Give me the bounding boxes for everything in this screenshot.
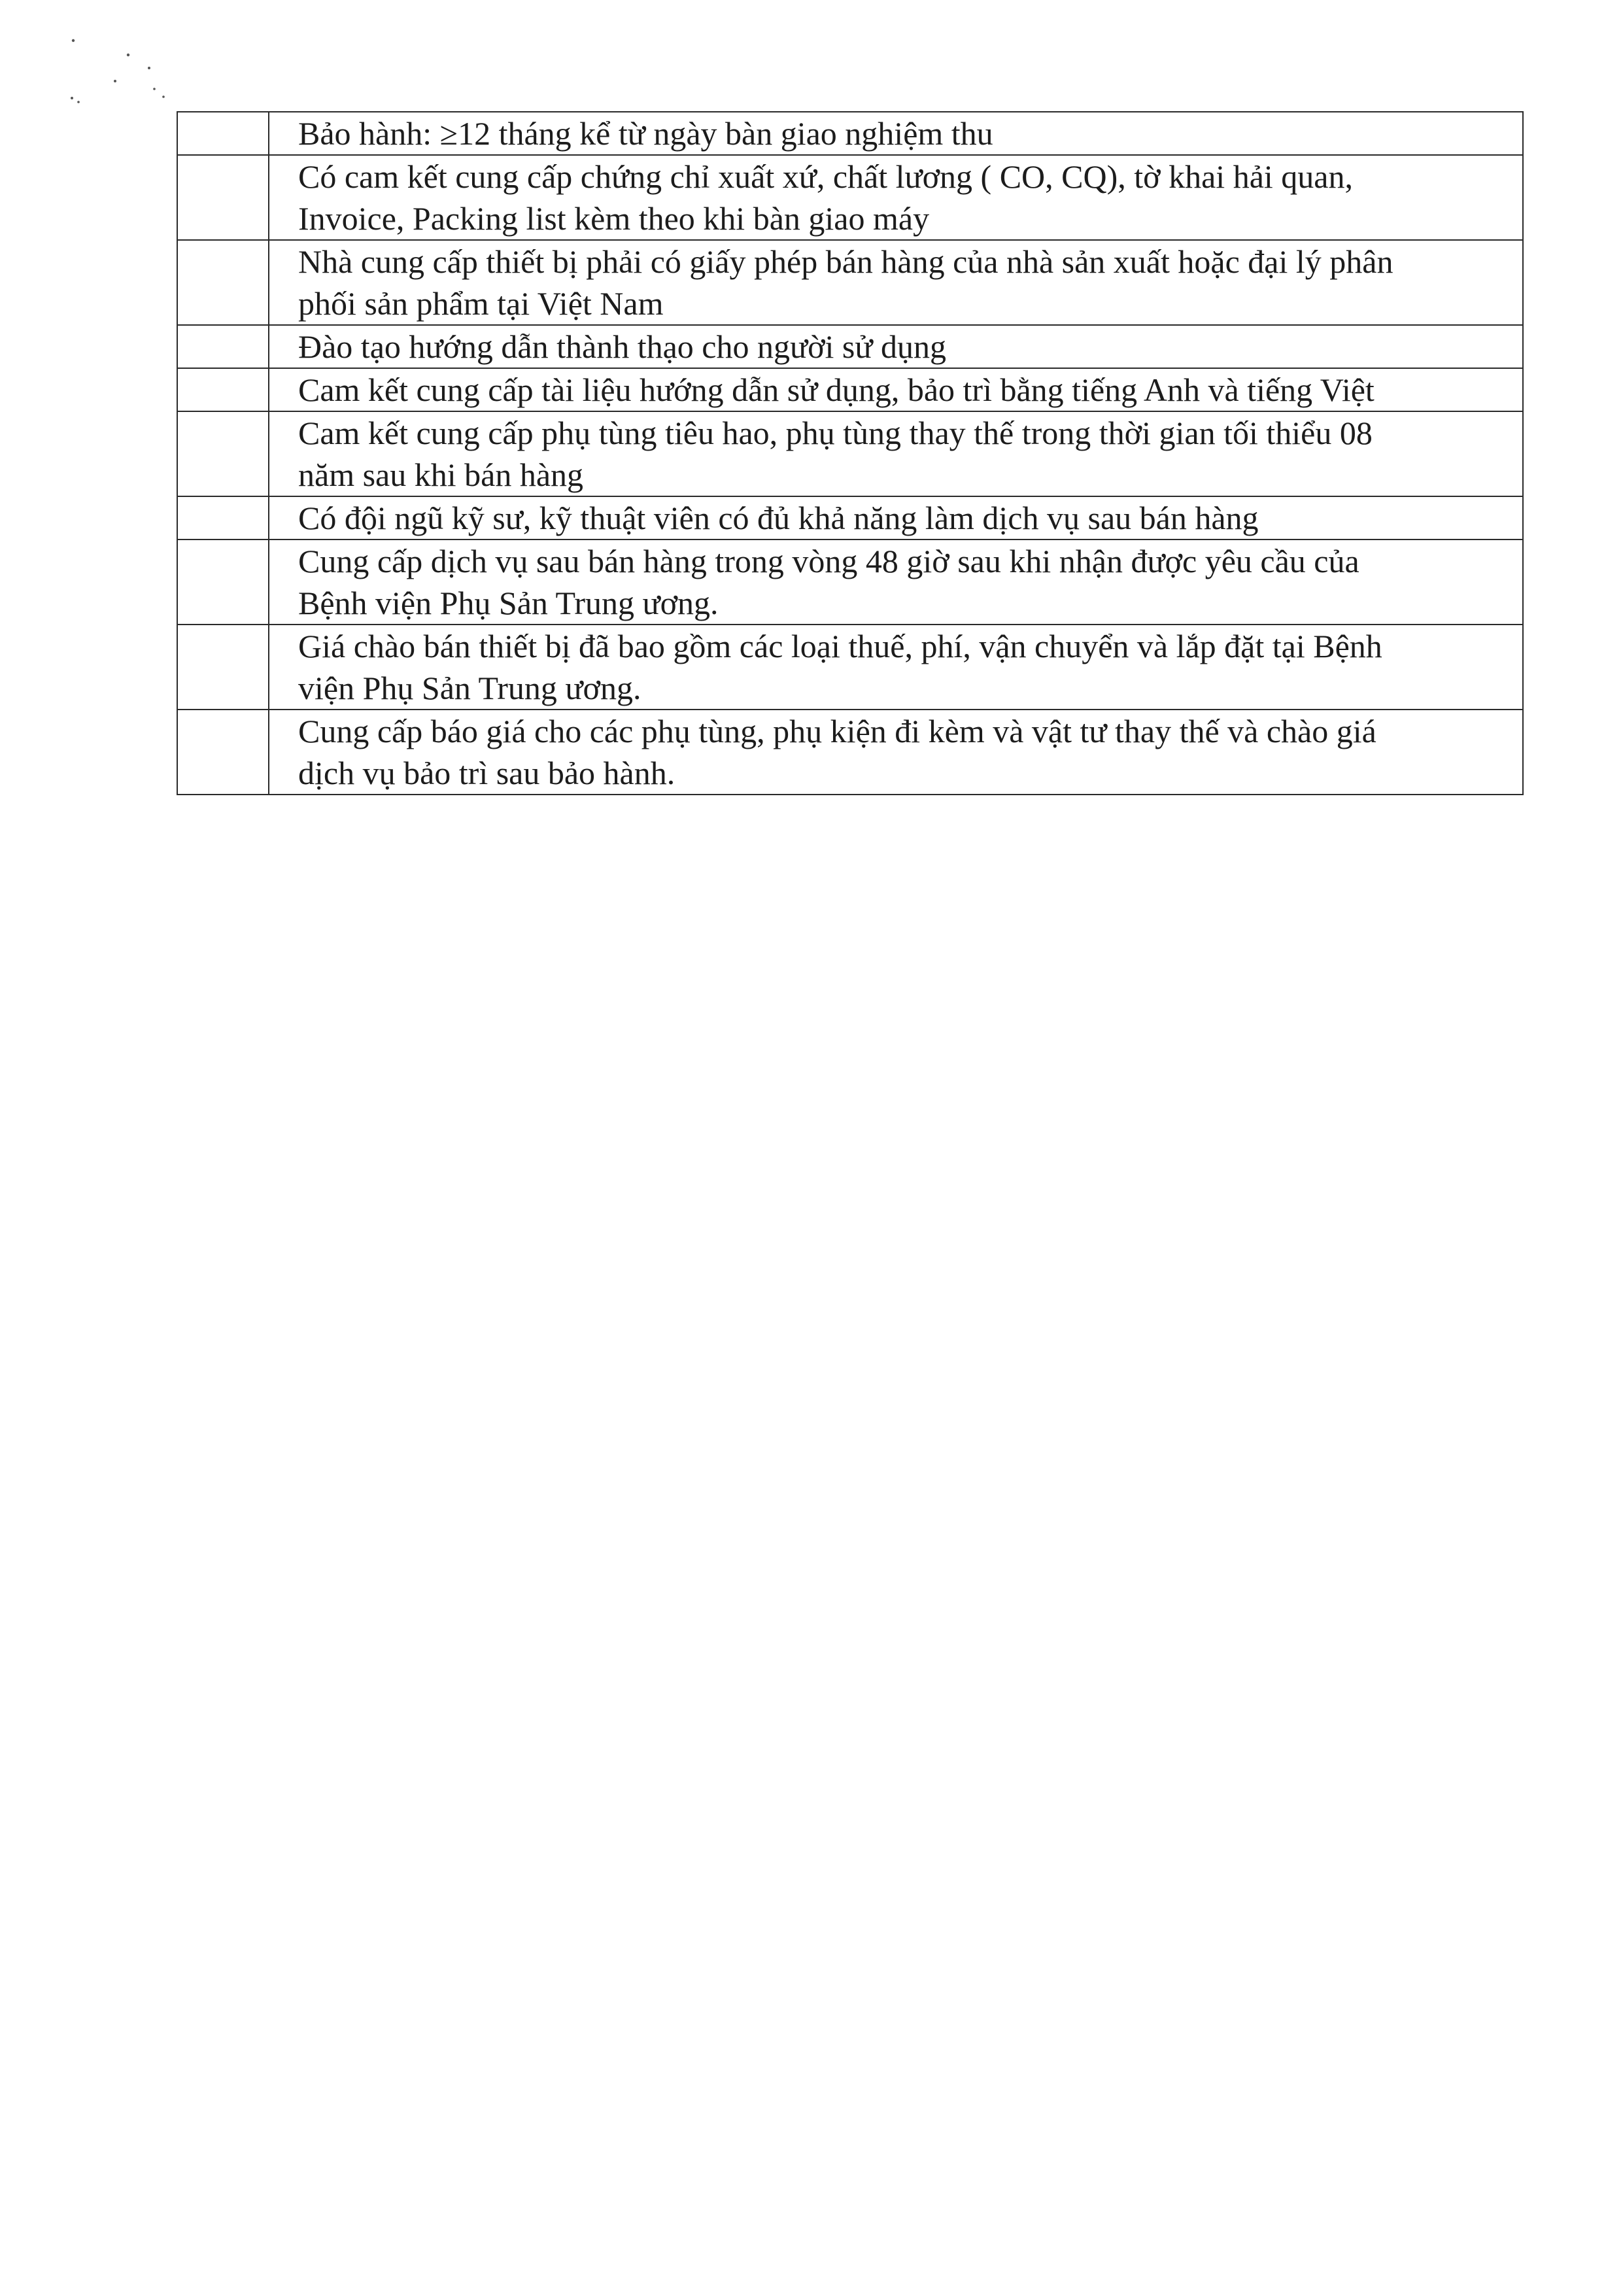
requirement-text: Giá chào bán thiết bị đã bao gồm các loại thuế, phí, vận chuyển và lắp đặt tại Bệnh viện Phụ Sản Trung ương. <box>269 625 1523 710</box>
requirement-text: Cam kết cung cấp tài liệu hướng dẫn sử dụng, bảo trì bằng tiếng Anh và tiếng Việt <box>269 368 1523 411</box>
row-number-cell <box>177 411 269 496</box>
requirement-text: Cam kết cung cấp phụ tùng tiêu hao, phụ tùng thay thế trong thời gian tối thiểu 08 năm sau khi bán hàng <box>269 411 1523 496</box>
table-row <box>177 368 1523 411</box>
row-number-cell <box>177 710 269 795</box>
table-row <box>177 325 1523 368</box>
table-row <box>177 155 1523 240</box>
row-number-cell <box>177 155 269 240</box>
row-number-cell <box>177 240 269 325</box>
row-number-cell <box>177 540 269 625</box>
row-number-cell <box>177 496 269 540</box>
row-number-cell <box>177 625 269 710</box>
table-row <box>177 411 1523 496</box>
table-row <box>177 710 1523 795</box>
requirement-text: Cung cấp báo giá cho các phụ tùng, phụ kiện đi kèm và vật tư thay thế và chào giá dịch vụ bảo trì sau bảo hành. <box>269 710 1523 795</box>
table-row <box>177 112 1523 155</box>
requirement-text: Đào tạo hướng dẫn thành thạo cho người sử dụng <box>269 325 1523 368</box>
table-row <box>177 625 1523 710</box>
table-row <box>177 496 1523 540</box>
requirements-table <box>177 111 1524 795</box>
table-row <box>177 540 1523 625</box>
requirement-text: Có cam kết cung cấp chứng chỉ xuất xứ, chất lương ( CO, CQ), tờ khai hải quan, Invoice, Packing list kèm theo khi bàn giao máy <box>269 155 1523 240</box>
table-row <box>177 240 1523 325</box>
requirement-text: Cung cấp dịch vụ sau bán hàng trong vòng 48 giờ sau khi nhận được yêu cầu của Bệnh viện Phụ Sản Trung ương. <box>269 540 1523 625</box>
row-number-cell <box>177 112 269 155</box>
requirement-text: Nhà cung cấp thiết bị phải có giấy phép bán hàng của nhà sản xuất hoặc đại lý phân phối sản phẩm tại Việt Nam <box>269 240 1523 325</box>
row-number-cell <box>177 368 269 411</box>
row-number-cell <box>177 325 269 368</box>
requirement-text: Có đội ngũ kỹ sư, kỹ thuật viên có đủ khả năng làm dịch vụ sau bán hàng <box>269 496 1523 540</box>
requirement-text: Bảo hành: ≥12 tháng kể từ ngày bàn giao nghiệm thu <box>269 112 1523 155</box>
